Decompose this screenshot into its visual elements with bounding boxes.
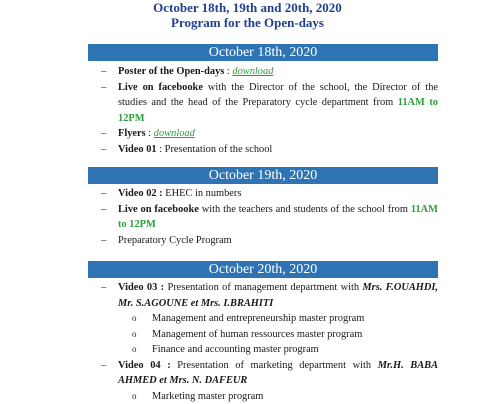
flyers-download-link[interactable]: download	[154, 128, 195, 139]
live-time: 11AM to 12PM	[118, 204, 438, 231]
circle-bullet: o	[132, 342, 137, 358]
sub-item-text: Marketing master program	[152, 391, 263, 402]
live-time: 11AM to 12PM	[118, 97, 438, 124]
sub-item-text: Finance and accounting master program	[152, 344, 319, 355]
day3-video3-item	[88, 280, 438, 311]
circle-bullet: o	[132, 389, 137, 404]
day1-flyers-item	[88, 126, 438, 142]
video-presenters: Mr.H. BABA AHMED et Mrs. N. DAFEUR	[118, 360, 438, 387]
day1-live-item	[88, 80, 438, 127]
live-text: with the teachers and students of the school from	[199, 204, 411, 215]
day1-list	[88, 64, 438, 157]
live-label: Live on facebooke	[118, 82, 203, 93]
video-label: Video 01	[118, 144, 157, 155]
day2-heading-band: October 19th, 2020	[88, 167, 438, 184]
sub-item	[88, 327, 438, 343]
video-presenters: Mrs. F.OUAHDI, Mr. S.AGOUNE et Mrs. I.BRAHITI	[118, 282, 438, 309]
header-dates: October 18th, 19th and 20th, 2020	[0, 0, 495, 15]
video-label: Video 02 :	[118, 188, 163, 199]
day2-list	[88, 186, 438, 248]
poster-label: Poster of the Open-days	[118, 66, 224, 77]
flyers-label: Flyers	[118, 128, 146, 139]
live-label: Live on facebooke	[118, 204, 199, 215]
sub-item	[88, 389, 438, 404]
dash-bullet: –	[101, 202, 106, 218]
header-program: Program for the Open-days	[0, 15, 495, 30]
sub-item	[88, 342, 438, 358]
live-text: with the Director of the school, the Director of the studies and the head of the Preparatory cycle department from	[118, 82, 438, 109]
poster-separator: :	[224, 66, 232, 77]
flyers-separator: :	[146, 128, 154, 139]
sub-item-text: Management of human ressources master program	[152, 329, 362, 340]
day2-program-item	[88, 233, 438, 249]
poster-download-link[interactable]: download	[232, 66, 273, 77]
sub-item-text: Management and entrepreneurship master program	[152, 313, 364, 324]
video-label: Video 03 :	[118, 282, 164, 293]
dash-bullet: –	[101, 142, 106, 158]
circle-bullet: o	[132, 327, 137, 343]
video-text: EHEC in numbers	[163, 188, 242, 199]
dash-bullet: –	[101, 280, 106, 296]
day1-video-item	[88, 142, 438, 158]
day2-live-item	[88, 202, 438, 233]
day1-poster-item	[88, 64, 438, 80]
video-text: Presentation of management department with	[164, 282, 362, 293]
day2-video-item	[88, 186, 438, 202]
dash-bullet: –	[101, 233, 106, 249]
dash-bullet: –	[101, 358, 106, 374]
circle-bullet: o	[132, 311, 137, 327]
video-label: Video 04 :	[118, 360, 171, 371]
day1-heading-band: October 18th, 2020	[88, 44, 438, 61]
day3-video4-item	[88, 358, 438, 389]
day3-list	[88, 280, 438, 404]
video-text: : Presentation of the school	[157, 144, 273, 155]
dash-bullet: –	[101, 186, 106, 202]
sub-item	[88, 311, 438, 327]
video-text: Presentation of marketing department with	[171, 360, 378, 371]
dash-bullet: –	[101, 80, 106, 96]
day3-heading-band: October 20th, 2020	[88, 261, 438, 278]
dash-bullet: –	[101, 126, 106, 142]
dash-bullet: –	[101, 64, 106, 80]
program-text: Preparatory Cycle Program	[118, 235, 232, 246]
